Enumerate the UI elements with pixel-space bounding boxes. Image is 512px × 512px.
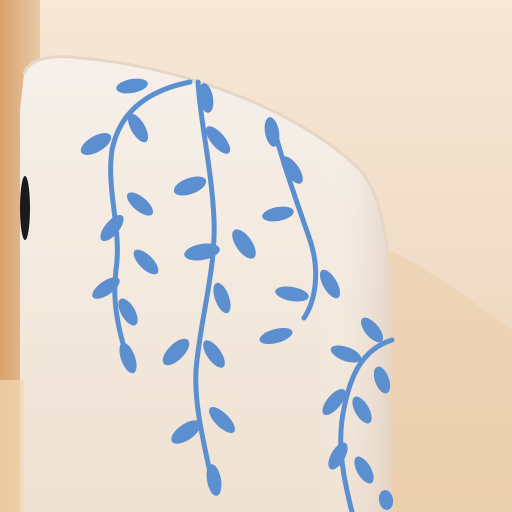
bottom-left-glow [0,380,24,512]
mounting-hole-icon [20,176,30,240]
